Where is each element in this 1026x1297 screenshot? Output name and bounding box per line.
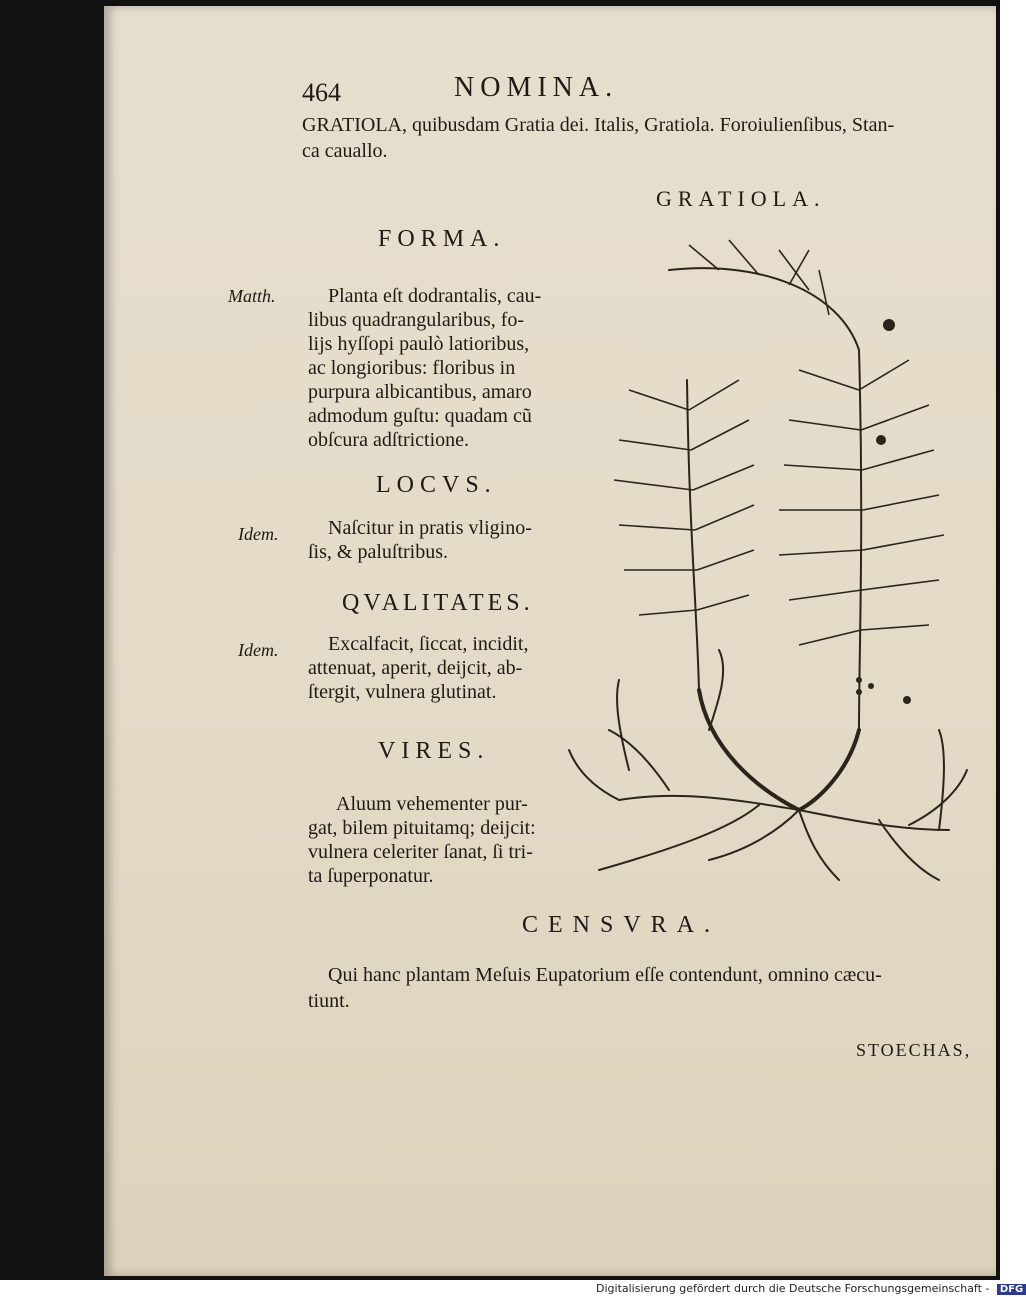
locus-line: Naſcitur in pratis vligino-	[328, 517, 532, 539]
censura-line-1: Qui hanc plantam Meſuis Eupatorium eſſe contendunt, omnino cæcu-	[328, 964, 882, 986]
credit-text: Digitalisierung gefördert durch die Deutsche Forschungsgemeinschaft -	[596, 1282, 990, 1295]
heading-locus: LOCVS.	[376, 472, 497, 498]
page-number: 464	[302, 78, 341, 107]
heading-censura: CENSVRA.	[522, 912, 721, 938]
censura-line-2: tiunt.	[308, 990, 350, 1012]
digitization-credit	[596, 1282, 1026, 1295]
book-page	[104, 6, 996, 1276]
vires-paragraph	[308, 792, 536, 888]
figure-title: GRATIOLA.	[656, 186, 826, 211]
catchword: STOECHAS,	[856, 1040, 972, 1060]
margin-note-matth: Matth.	[228, 286, 276, 306]
dfg-logo: DFG	[997, 1284, 1026, 1295]
gratiola-woodcut-illustration	[559, 230, 969, 890]
vires-line: ta ſuperponatur.	[308, 865, 434, 887]
qualitates-line: attenuat, aperit, deijcit, ab-	[308, 657, 523, 679]
intro-line-2: ca cauallo.	[302, 140, 388, 162]
heading-qualitates: QVALITATES.	[342, 590, 534, 616]
vires-line: gat, bilem pituitamq; deijcit:	[308, 817, 536, 839]
locus-line: ſis, & paluſtribus.	[308, 541, 448, 563]
heading-vires: VIRES.	[378, 738, 490, 764]
locus-paragraph	[308, 516, 532, 564]
vires-line: vulnera celeriter ſanat, ſi tri-	[308, 841, 533, 863]
forma-line: libus quadrangularibus, fo-	[308, 309, 525, 331]
forma-line: Planta eſt dodrantalis, cau-	[328, 285, 542, 307]
margin-note-idem: Idem.	[238, 524, 279, 544]
qualitates-paragraph	[308, 632, 528, 704]
intro-paragraph	[302, 112, 982, 164]
vires-line: Aluum vehementer pur-	[336, 793, 528, 815]
margin-note-idem: Idem.	[238, 640, 279, 660]
intro-line-1: GRATIOLA, quibusdam Gratia dei. Italis, Gratiola. Foroiulienſibus, Stan-	[302, 114, 895, 136]
qualitates-line: ſtergit, vulnera glutinat.	[308, 681, 497, 703]
forma-paragraph	[308, 284, 541, 452]
forma-line: obſcura adſtrictione.	[308, 429, 470, 451]
forma-line: admodum guſtu: quadam cũ	[308, 405, 532, 427]
heading-forma: FORMA.	[378, 226, 506, 252]
forma-line: lijs hyſſopi paulò latioribus,	[308, 333, 530, 355]
running-head: NOMINA.	[454, 72, 619, 103]
forma-line: purpura albicantibus, amaro	[308, 381, 532, 403]
forma-line: ac longioribus: floribus in	[308, 357, 516, 379]
qualitates-line: Excalfacit, ſiccat, incidit,	[328, 633, 529, 655]
